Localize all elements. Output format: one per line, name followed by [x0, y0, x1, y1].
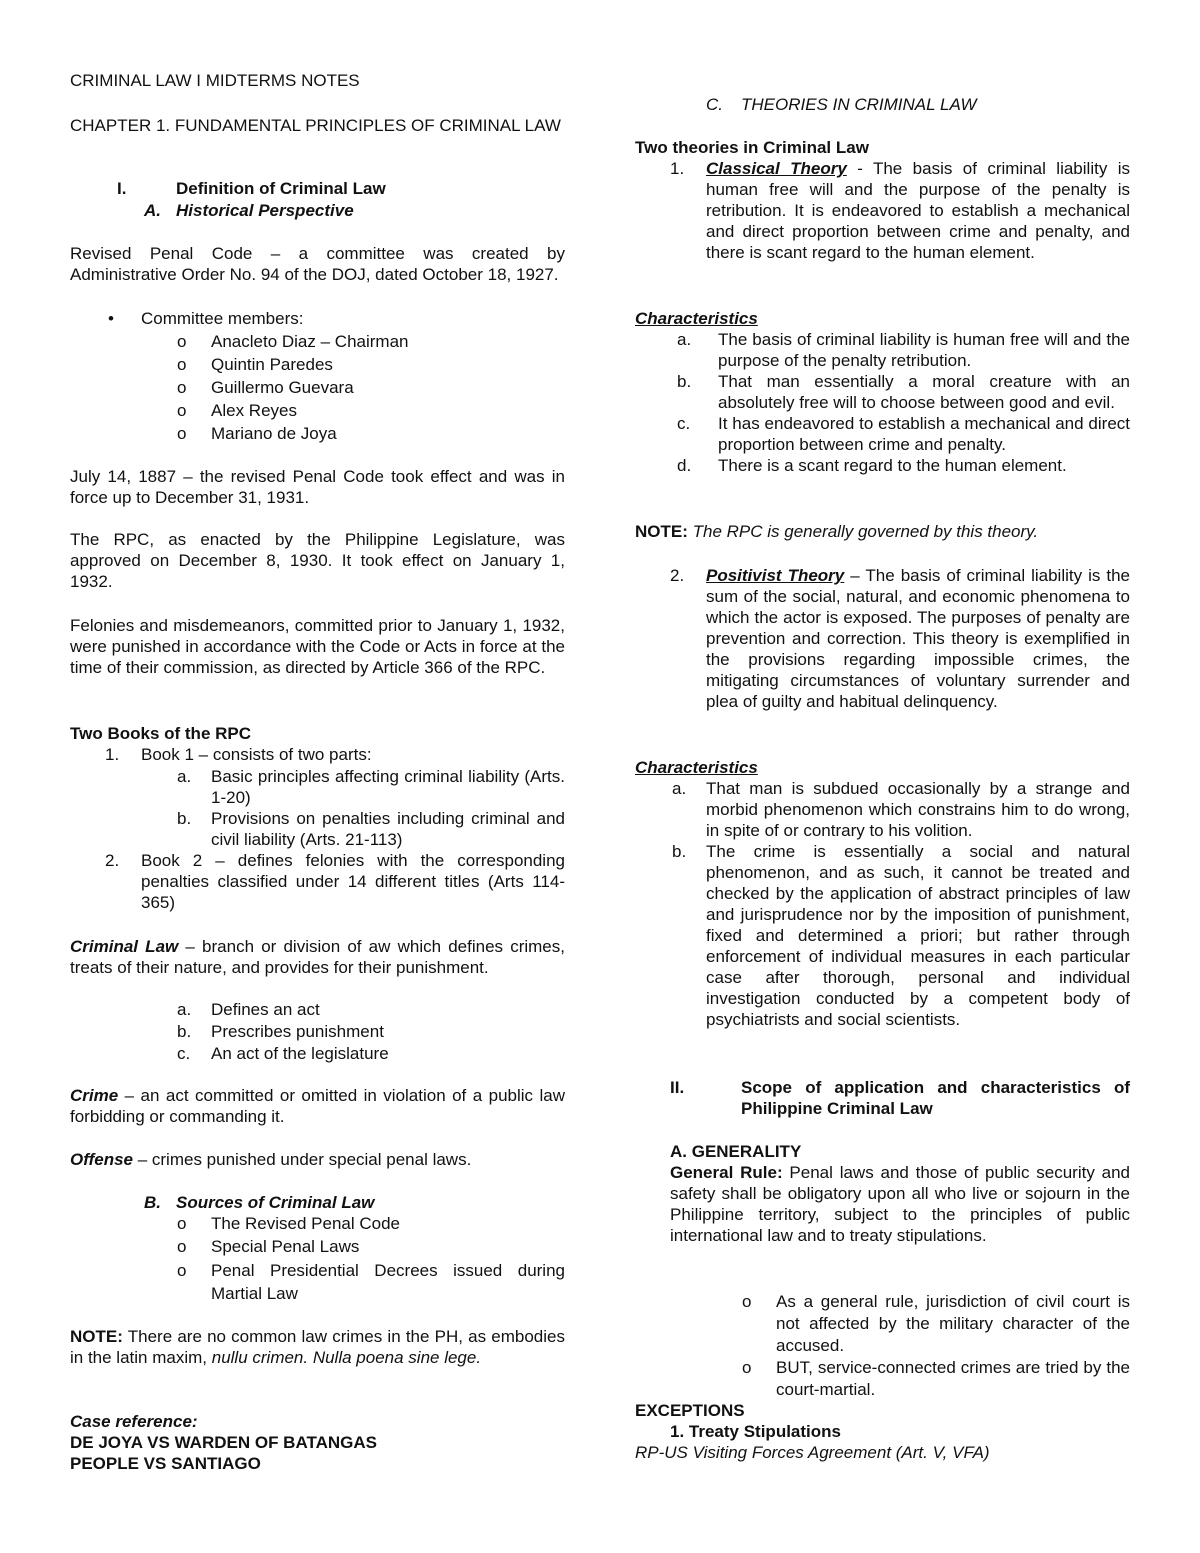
- list-item: a. Defines an act: [177, 1000, 320, 1019]
- chapter-heading: CHAPTER 1. FUNDAMENTAL PRINCIPLES OF CRIMINAL LAW: [70, 116, 561, 135]
- defined-term: Criminal Law: [70, 937, 179, 956]
- subheading-theories: [635, 94, 1130, 115]
- list-item: o Penal Presidential Decrees issued during Martial Law: [177, 1261, 565, 1303]
- case-reference-label: Case reference:: [70, 1412, 198, 1431]
- two-books-list: [70, 744, 565, 913]
- historical-paragraph: Revised Penal Code – a committee was created by Administrative Order No. 94 of the DOJ, dated October 18, 1927.: [70, 244, 565, 284]
- section-2-heading: [635, 1077, 1130, 1119]
- list-item: c. An act of the legislature: [177, 1044, 389, 1063]
- criminal-law-definition: Criminal Law – branch or division of aw which defines crimes, treats of their nature, and provides for their punishment.: [70, 937, 565, 977]
- list-item: o Special Penal Laws: [177, 1237, 360, 1256]
- case-name: PEOPLE VS SANTIAGO: [70, 1454, 261, 1473]
- criminal-law-items: [70, 999, 565, 1065]
- circle-bullet-icon: o: [742, 1358, 752, 1377]
- section-number: II.: [670, 1078, 685, 1097]
- list-item: d. There is a scant regard to the human element.: [677, 456, 1067, 475]
- section-number: I.: [117, 179, 127, 198]
- circle-bullet-icon: o: [177, 424, 187, 443]
- committee-list: [70, 308, 565, 446]
- two-theories-heading: Two theories in Criminal Law: [635, 138, 869, 157]
- paragraph-1887: July 14, 1887 – the revised Penal Code took effect and was in force up to December 31, 1931.: [70, 467, 565, 507]
- list-item: b. That man essentially a moral creature with an absolutely free will to choose between good and evil.: [677, 372, 1130, 412]
- subheading-letter: C.: [706, 95, 723, 114]
- list-item: c. It has endeavored to establish a mechanical and direct proportion between crime and penalty.: [677, 414, 1130, 454]
- list-item: 1. Classical Theory - The basis of criminal liability is human free will and the purpose of the penalty is retribution. It is endeavored to establish a mechanical and direct proportion between crime and penalty, and there is scant regard to the human element.: [670, 159, 1130, 262]
- list-item: b. Prescribes punishment: [177, 1022, 384, 1041]
- circle-bullet-icon: o: [177, 355, 187, 374]
- list-item: 2. Positivist Theory – The basis of criminal liability is the sum of the social, natural, and economic phenomena to which the actor is exposed. The purposes of penalty are prevention and correction. This theory is exemplified in the provisions regarding impossible crimes, the mitigating circumstances of voluntary surrender and plea of guilty and habitual delinquency.: [670, 566, 1131, 711]
- list-item: o Mariano de Joya: [177, 424, 337, 443]
- circle-bullet-icon: o: [177, 401, 187, 420]
- characteristics-heading: Characteristics: [635, 758, 758, 777]
- case-name: DE JOYA VS WARDEN OF BATANGAS: [70, 1433, 377, 1452]
- exception-item: 1. Treaty Stipulations: [670, 1422, 841, 1441]
- sources-list: [70, 1213, 565, 1305]
- list-item: o As a general rule, jurisdiction of civil court is not affected by the military character of the accused.: [742, 1292, 1130, 1355]
- two-books-heading: Two Books of the RPC: [70, 724, 252, 743]
- note-label: NOTE:: [635, 522, 688, 541]
- list-item: 1. Book 1 – consists of two parts:: [105, 745, 372, 764]
- list-item: 2. Book 2 – defines felonies with the corresponding penalties classified under 14 different titles (Arts 114-365): [105, 851, 565, 912]
- note-rpc-theory: NOTE: The RPC is generally governed by this theory.: [635, 522, 1039, 541]
- list-item: o BUT, service-connected crimes are tried by the court-martial.: [742, 1358, 1130, 1399]
- theory-name: Classical Theory: [706, 159, 847, 178]
- subheading-title: THEORIES IN CRIMINAL LAW: [741, 95, 977, 114]
- circle-bullet-icon: o: [177, 1214, 187, 1233]
- section-title: Definition of Criminal Law: [176, 179, 386, 198]
- exception-reference: RP-US Visiting Forces Agreement (Art. V, VFA): [635, 1443, 990, 1462]
- subheading-historical: [70, 200, 565, 221]
- circle-bullet-icon: o: [177, 1237, 187, 1256]
- theory-name: Positivist Theory: [706, 566, 845, 585]
- generality-items: [635, 1291, 1130, 1401]
- list-item: b. The crime is essentially a social and natural phenomenon, and as such, it cannot be treated and checked by the application of abstract principles of law and jurisprudence nor by the imposition of punishment, fixed and determined a priori; but rather through enforcement of individual measures in each particular case after thorough, personal and individual investigation conducted by a competent body of psychiatrists and social scientists.: [672, 842, 1130, 1029]
- list-item: o The Revised Penal Code: [177, 1214, 401, 1233]
- subheading-sources: [70, 1192, 565, 1213]
- subheading-letter: A.: [144, 201, 161, 220]
- list-item: • Committee members:: [108, 309, 304, 328]
- exceptions-section: [635, 1400, 1130, 1463]
- characteristics-heading: Characteristics: [635, 309, 758, 328]
- positivist-theory: [635, 565, 1130, 712]
- circle-bullet-icon: o: [742, 1292, 752, 1311]
- positivist-characteristics: [635, 778, 1130, 1030]
- paragraph-felonies: Felonies and misdemeanors, committed prior to January 1, 1932, were punished in accordance with the Code or Acts in force at the time of their commission, as directed by Article 366 of the RPC.: [70, 616, 565, 677]
- list-item: o Quintin Paredes: [177, 355, 333, 374]
- list-item: o Anacleto Diaz – Chairman: [177, 332, 409, 351]
- defined-term: Crime: [70, 1086, 119, 1105]
- subheading-title: Historical Perspective: [176, 201, 354, 220]
- note-common-law: NOTE: There are no common law crimes in the PH, as embodies in the latin maxim, nullu crimen. Nulla poena sine lege.: [70, 1327, 565, 1367]
- case-reference: [70, 1411, 565, 1474]
- general-rule: General Rule: Penal laws and those of public security and safety shall be obligatory upon all who live or sojourn in the Philippine territory, subject to the principles of public international law and to treaty stipulations.: [670, 1163, 1130, 1245]
- exceptions-heading: EXCEPTIONS: [635, 1401, 745, 1420]
- note-label: NOTE:: [70, 1327, 123, 1346]
- section-title: Scope of application and characteristics of Philippine Criminal Law: [741, 1078, 1130, 1118]
- list-item: a. Basic principles affecting criminal liability (Arts. 1-20): [177, 767, 565, 807]
- circle-bullet-icon: o: [177, 332, 187, 351]
- circle-bullet-icon: o: [177, 378, 187, 397]
- subheading-title: Sources of Criminal Law: [176, 1193, 375, 1212]
- committee-members: [70, 331, 565, 446]
- section-1-heading: [70, 178, 565, 199]
- circle-bullet-icon: o: [177, 1261, 187, 1280]
- offense-definition: Offense – crimes punished under special penal laws.: [70, 1150, 472, 1169]
- generality-section: [635, 1141, 1130, 1246]
- list-item: b. Provisions on penalties including criminal and civil liability (Arts. 21-113): [177, 809, 565, 849]
- classical-theory: [635, 158, 1130, 263]
- document-title: CRIMINAL LAW I MIDTERMS NOTES: [70, 71, 360, 90]
- crime-definition: Crime – an act committed or omitted in violation of a public law forbidding or commanding it.: [70, 1086, 565, 1126]
- list-item: o Guillermo Guevara: [177, 378, 354, 397]
- classical-characteristics: [635, 329, 1130, 476]
- defined-term: Offense: [70, 1150, 133, 1169]
- generality-heading: A. GENERALITY: [670, 1142, 802, 1161]
- list-item: o Alex Reyes: [177, 401, 297, 420]
- list-item: a. The basis of criminal liability is human free will and the purpose of the penalty retribution.: [677, 330, 1130, 370]
- subheading-letter: B.: [144, 1193, 161, 1212]
- paragraph-rpc-enacted: The RPC, as enacted by the Philippine Legislature, was approved on December 8, 1930. It took effect on January 1, 1932.: [70, 530, 565, 591]
- list-item: a. That man is subdued occasionally by a strange and morbid phenomenon which constrains him to do wrong, in spite of or contrary to his volition.: [672, 779, 1130, 840]
- bullet-icon: •: [108, 309, 114, 328]
